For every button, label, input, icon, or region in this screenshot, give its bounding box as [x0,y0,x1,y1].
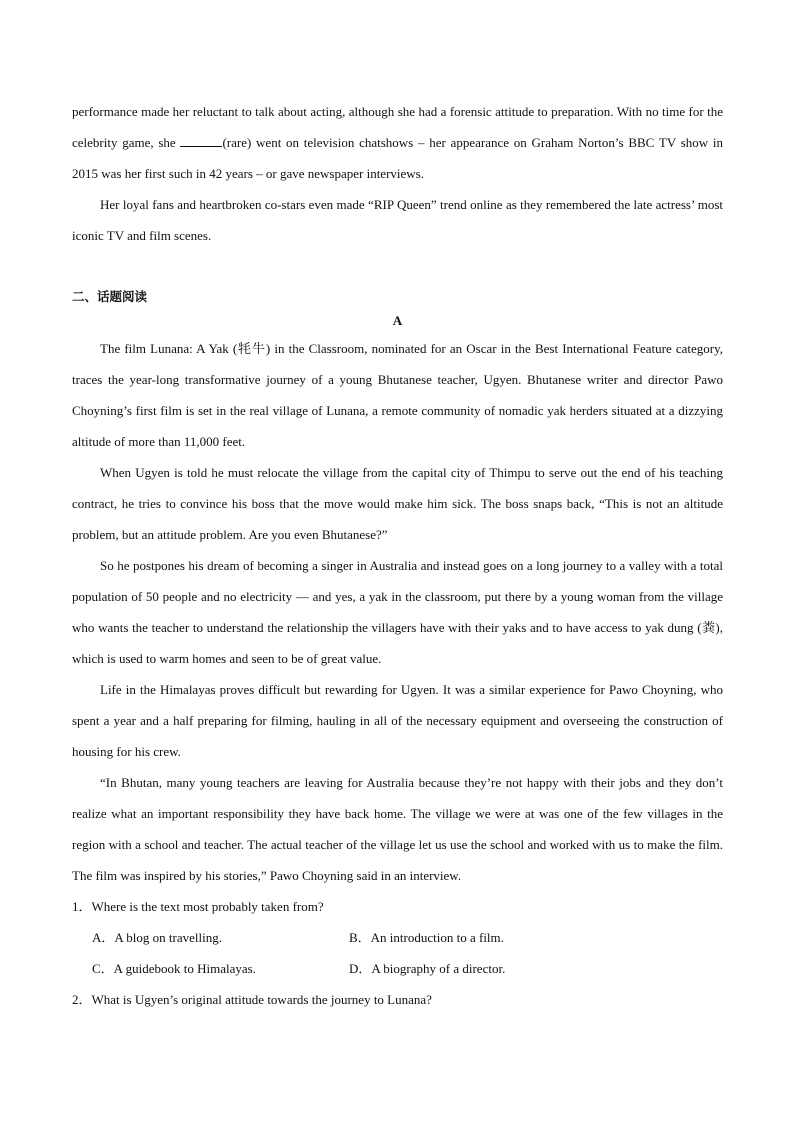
document-page [72,96,723,1015]
passage-paragraph-1: The film Lunana: A Yak (牦牛) in the Classroom, nominated for an Oscar in the Best International Feature category, traces the year-long transformative journey of a young Bhutanese teacher, Ugyen. Bhutanese writer and director Pawo Choyning’s first film is set in the real village of Lunana, a remote community of nomadic yak herders situated at a dizzying altitude of more than 11,000 feet. [72,341,723,449]
option-d[interactable]: D．A biography of a director. [349,961,506,976]
question-2-stem: 2．What is Ugyen’s original attitude towards the journey to Lunana? [72,992,432,1007]
section-spacer [72,251,723,309]
section-title: 二、话题阅读 [72,289,148,304]
option-c[interactable]: C．A guidebook to Himalayas. [92,961,256,976]
fill-in-blank[interactable] [180,134,222,147]
option-a[interactable]: A．A blog on travelling. [92,930,222,945]
question-1-options-row-1 [72,922,723,953]
option-b[interactable]: B．An introduction to a film. [349,930,504,945]
passage-paragraph-5: “In Bhutan, many young teachers are leaving for Australia because they’re not happy with their jobs and they don’t realize what an important responsibility they have back home. The village we were at was one of the few villages in the region with a school and teacher. The actual teacher of the village let us use the school and worked with us to make the film. The film was inspired by his stories,” Pawo Choyning said in an interview. [72,775,723,883]
passage-label: A [392,313,403,328]
passage-paragraph-4: Life in the Himalayas proves difficult but rewarding for Ugyen. It was a similar experience for Pawo Choyning, who spent a year and a half preparing for filming, hauling in all of the necessary equipment and overseeing the construction of housing for his crew. [72,682,723,759]
intro-paragraph-2: Her loyal fans and heartbroken co-stars even made “RIP Queen” trend online as they remembered the late actress’ most iconic TV and film scenes. [72,197,723,243]
passage-paragraph-2: When Ugyen is told he must relocate the village from the capital city of Thimpu to serve out the end of his teaching contract, he tries to convince his boss that the move would make him sick. The boss snaps back, “This is not an altitude problem, but an attitude problem. Are you even Bhutanese?” [72,465,723,542]
passage-paragraph-3: So he postpones his dream of becoming a singer in Australia and instead goes on a long journey to a valley with a total population of 50 people and no electricity — and yes, a yak in the classroom, put there by a young woman from the village who wants the teacher to understand the relationship the villagers have with their yaks and to have access to yak dung (粪), which is used to warm homes and seen to be of great value. [72,558,723,666]
intro-text-1b: (rare) went on television chatshows – her appearance on Graham Norton’s BBC TV show in 2015 was her first such in 42 years – or gave newspaper interviews. [72,135,723,181]
intro-paragraph-1 [72,96,723,189]
question-1-stem: 1．Where is the text most probably taken from? [72,899,324,914]
intro-text-1a: performance made her reluctant to talk about acting, although she had a forensic attitude to preparation. With no time for the celebrity game, she [72,104,723,150]
question-1-options-row-2 [72,953,723,984]
